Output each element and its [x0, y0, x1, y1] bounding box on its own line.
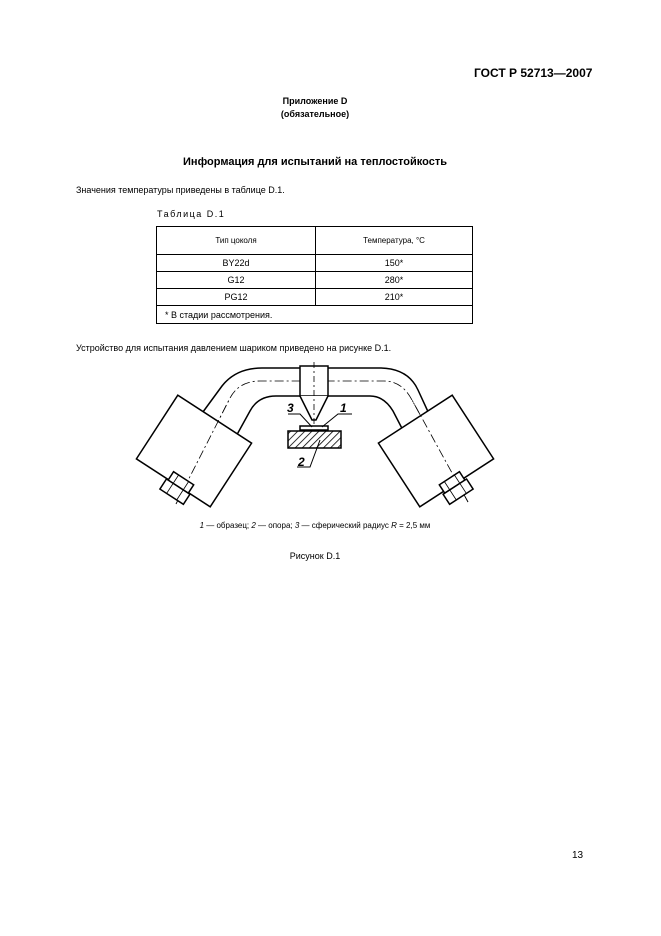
left-weight-block — [136, 395, 251, 507]
paragraph-table-reference: Значения температуры приведены в таблице D.1. — [76, 185, 285, 195]
paragraph-figure-reference: Устройство для испытания давлением шариком приведено на рисунке D.1. — [76, 343, 392, 353]
legend-text-1: — образец; — [204, 521, 252, 530]
leader-1 — [322, 414, 352, 427]
specimen — [300, 426, 328, 430]
cell-base-type: PG12 — [157, 289, 316, 306]
header-base-type: Тип цоколя — [157, 227, 316, 255]
section-title: Информация для испытаний на теплостойкость — [183, 156, 447, 168]
right-weight-block — [378, 395, 493, 507]
legend-text-2: — опора; — [255, 521, 295, 530]
legend-text-3: — сферический радиус — [299, 521, 392, 530]
legend-num-3: 3 — [294, 521, 300, 530]
cell-base-type: G12 — [157, 272, 316, 289]
page-number: 13 — [572, 850, 584, 861]
legend-radius-value: = 2,5 мм — [396, 521, 431, 530]
legend-num-2: 2 — [251, 521, 256, 530]
cell-temperature: 150* — [316, 255, 473, 272]
figure-label-1: 1 — [340, 401, 347, 415]
legend-radius-symbol: R — [391, 521, 397, 530]
cell-base-type: BY22d — [157, 255, 316, 272]
table-caption: Таблица D.1 — [157, 209, 226, 219]
standard-number: ГОСТ Р 52713—2007 — [474, 66, 593, 80]
figure-legend — [0, 521, 630, 530]
figure-title: Рисунок D.1 — [289, 551, 341, 561]
leader-3 — [288, 414, 312, 427]
cell-temperature: 280* — [316, 272, 473, 289]
figure-label-2: 2 — [298, 455, 305, 469]
support — [288, 431, 341, 448]
annex-title: Приложение D — [282, 96, 348, 106]
cell-temperature: 210* — [316, 289, 473, 306]
header-temperature: Температура, °С — [316, 227, 473, 255]
table-footnote: * В стадии рассмотрения. — [157, 306, 473, 324]
legend-num-1: 1 — [199, 521, 205, 530]
figure-label-3: 3 — [287, 401, 294, 415]
annex-status: (обязательное) — [280, 109, 350, 119]
